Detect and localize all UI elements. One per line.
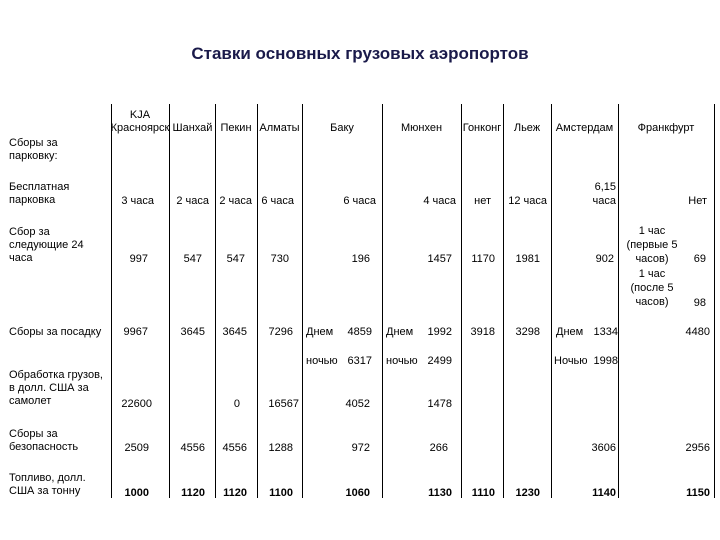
cell-next24-frankfurt-line2: (первые 5 xyxy=(626,239,678,251)
cell-free-kja: 3 часа xyxy=(121,195,154,207)
cell-security-munich: 266 xyxy=(429,442,448,454)
cell-landing-baku-night-label: ночью xyxy=(306,355,338,367)
cell-landing-liege: 3298 xyxy=(515,326,540,338)
cell-security-shanghai: 4556 xyxy=(180,442,205,454)
cell-free-amsterdam-line1: 6,15 xyxy=(594,181,616,193)
cell-next24-beijing: 547 xyxy=(226,253,245,265)
cell-landing-munich-day: 1992 xyxy=(427,326,452,338)
column-divider xyxy=(551,104,552,498)
cell-next24-almaty: 730 xyxy=(270,253,289,265)
cell-landing-kja: 9967 xyxy=(123,326,148,338)
cell-next24-munich: 1457 xyxy=(427,253,452,265)
cell-landing-amsterdam-night: 1998 xyxy=(593,355,618,367)
cell-free-baku: 6 часа xyxy=(343,195,376,207)
cell-next24-frankfurt-line6: часов) xyxy=(635,296,669,308)
cell-free-munich: 4 часа xyxy=(423,195,456,207)
column-divider xyxy=(503,104,504,498)
row-label-security: Сборы за безопасность xyxy=(9,428,79,453)
cell-next24-frankfurt-line4: 1 час xyxy=(638,268,666,280)
column-divider xyxy=(169,104,170,498)
header-almaty: Алматы xyxy=(259,122,300,134)
cell-security-amsterdam: 3606 xyxy=(591,442,616,454)
cell-security-almaty: 1288 xyxy=(268,442,293,454)
row-label-fuel: Топливо, долл. США за тонну xyxy=(9,472,86,497)
row-label-handling: Обработка грузов, в долл. США за самолет xyxy=(9,369,103,407)
page-title: Ставки основных грузовых аэропортов xyxy=(191,44,529,63)
header-munich: Мюнхен xyxy=(400,122,443,134)
column-divider xyxy=(618,104,619,498)
header-beijing: Пекин xyxy=(220,122,252,134)
cell-landing-munich-night: 2499 xyxy=(427,355,452,367)
cell-landing-amsterdam-day-label: Днем xyxy=(556,326,584,338)
header-krasnoyarsk: Красноярск xyxy=(110,122,170,134)
cell-landing-munich-night-label: ночью xyxy=(386,355,418,367)
cell-next24-shanghai: 547 xyxy=(183,253,202,265)
column-divider xyxy=(215,104,216,498)
cell-fuel-shanghai: 1120 xyxy=(181,487,205,499)
cell-landing-amsterdam-day: 1334 xyxy=(593,326,618,338)
cell-next24-frankfurt-line1: 1 час xyxy=(638,225,666,237)
cell-fuel-hongkong: 1110 xyxy=(471,487,495,499)
column-divider xyxy=(714,104,715,498)
cell-fuel-amsterdam: 1140 xyxy=(592,487,616,499)
cell-fuel-kja: 1000 xyxy=(124,487,149,499)
cell-landing-frankfurt: 4480 xyxy=(685,326,710,338)
cell-next24-hongkong: 1170 xyxy=(471,253,495,265)
cell-next24-baku: 196 xyxy=(351,253,370,265)
cell-landing-shanghai: 3645 xyxy=(180,326,205,338)
cell-handling-munich: 1478 xyxy=(427,398,452,410)
cell-handling-baku: 4052 xyxy=(345,398,370,410)
row-label-parking-section: Сборы за парковку: xyxy=(9,137,58,162)
cell-free-liege: 12 часа xyxy=(508,195,547,207)
column-divider xyxy=(461,104,462,498)
cell-fuel-almaty: 1100 xyxy=(269,487,293,499)
cell-free-frankfurt: Нет xyxy=(688,195,707,207)
cell-free-hongkong: нет xyxy=(474,195,491,207)
header-baku: Баку xyxy=(330,122,354,134)
cell-next24-frankfurt-first: 69 xyxy=(693,253,706,265)
cell-fuel-baku: 1060 xyxy=(345,487,370,499)
cell-handling-almaty: 16567 xyxy=(268,398,299,410)
cell-fuel-munich: 1130 xyxy=(428,487,452,499)
cell-next24-frankfurt-line3: часов) xyxy=(635,253,669,265)
cell-security-kja: 2509 xyxy=(124,442,149,454)
cell-free-almaty: 6 часа xyxy=(261,195,294,207)
cell-handling-beijing: 0 xyxy=(233,398,240,410)
cell-fuel-beijing: 1120 xyxy=(223,487,247,499)
row-label-next-24h: Сбор за следующие 24 часа xyxy=(9,226,84,264)
cell-security-beijing: 4556 xyxy=(222,442,247,454)
cell-landing-hongkong: 3918 xyxy=(470,326,495,338)
cell-free-beijing: 2 часа xyxy=(219,195,252,207)
cell-fuel-liege: 1230 xyxy=(515,487,540,499)
column-divider xyxy=(111,104,112,498)
header-liege: Льеж xyxy=(513,122,541,134)
cell-next24-kja: 997 xyxy=(129,253,148,265)
cell-handling-kja: 22600 xyxy=(121,398,152,410)
cell-security-baku: 972 xyxy=(351,442,370,454)
column-divider xyxy=(257,104,258,498)
header-shanghai: Шанхай xyxy=(172,122,213,134)
cell-landing-almaty: 7296 xyxy=(268,326,293,338)
column-divider xyxy=(302,104,303,498)
cell-next24-liege: 1981 xyxy=(515,253,540,265)
header-kja-code: KJA xyxy=(129,109,151,121)
row-label-landing: Сборы за посадку xyxy=(9,326,102,338)
cell-landing-amsterdam-night-label: Ночью xyxy=(554,355,588,367)
header-hongkong: Гонконг xyxy=(462,122,502,134)
cell-landing-beijing: 3645 xyxy=(222,326,247,338)
cell-free-shanghai: 2 часа xyxy=(176,195,209,207)
cell-fuel-frankfurt: 1150 xyxy=(686,487,710,499)
cell-landing-baku-day-label: Днем xyxy=(306,326,334,338)
cell-security-frankfurt: 2956 xyxy=(685,442,710,454)
cell-next24-frankfurt-line5: (после 5 xyxy=(630,282,674,294)
header-frankfurt: Франкфурт xyxy=(637,122,695,134)
cell-free-amsterdam-line2: часа xyxy=(592,195,616,207)
cell-landing-munich-day-label: Днем xyxy=(386,326,414,338)
cell-next24-frankfurt-after: 98 xyxy=(693,297,706,309)
cell-landing-baku-night: 6317 xyxy=(347,355,372,367)
cell-next24-amsterdam: 902 xyxy=(595,253,614,265)
row-label-free-parking: Бесплатная парковка xyxy=(9,181,70,206)
header-amsterdam: Амстердам xyxy=(555,122,614,134)
column-divider xyxy=(382,104,383,498)
cell-landing-baku-day: 4859 xyxy=(347,326,372,338)
